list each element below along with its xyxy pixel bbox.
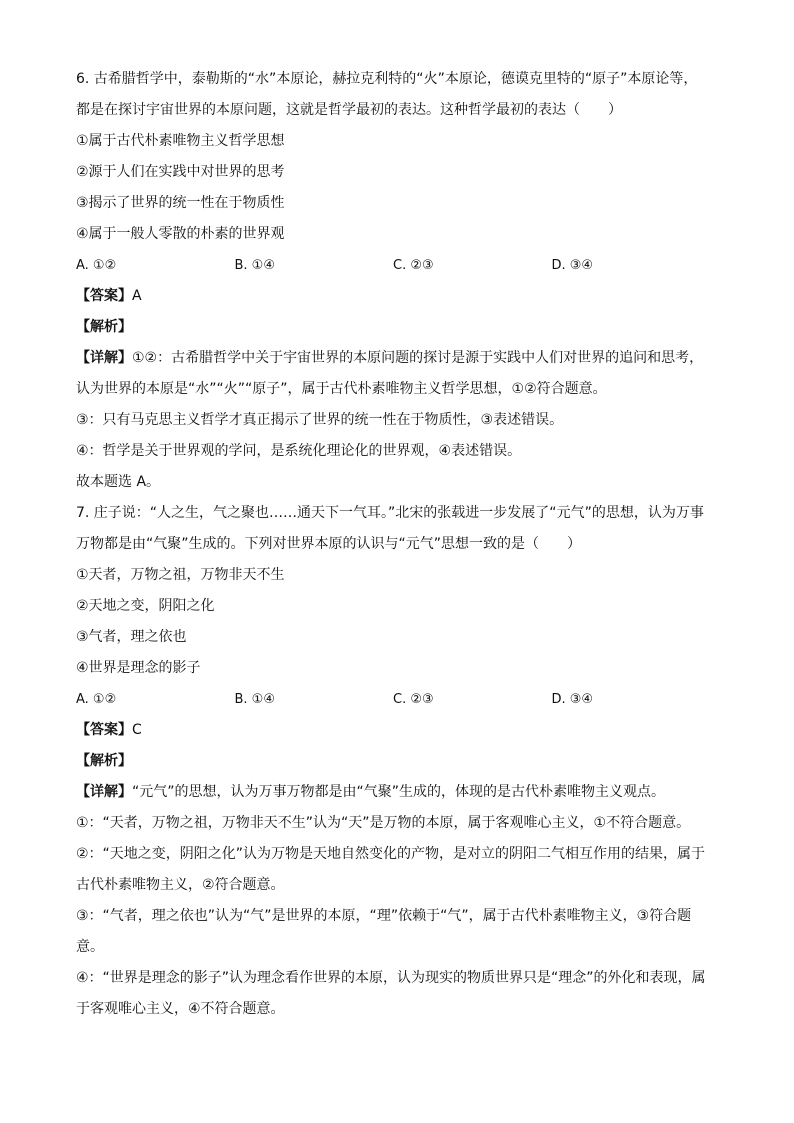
option-a: A. ①②: [76, 692, 117, 707]
statement-item-3: ③揭示了世界的统一性在于物质性: [76, 195, 285, 211]
answer-tag: 【答案】: [76, 722, 132, 738]
detail-tag: 【详解】: [76, 350, 132, 366]
detail-paragraph: ④：“世界是理念的影子”认为理念看作世界的本原，认为现实的物质世界只是“理念”的外化和表现，属于客观唯心主义，④不符合题意。: [76, 970, 706, 1017]
analysis-heading: [76, 746, 710, 777]
statement-item-4: ④属于一般人零散的朴素的世界观: [76, 226, 285, 242]
detail-paragraph: [76, 777, 710, 808]
option-d: D. ③④: [551, 692, 594, 707]
analysis-tag: 【解析】: [76, 753, 132, 769]
answer-options: [76, 250, 710, 281]
option-c: C. ②③: [393, 258, 434, 273]
detail-paragraph: ③：只有马克思主义哲学才真正揭示了世界的统一性在于物质性，③表述错误。: [76, 412, 564, 428]
question-stem: 7. 庄子说：“人之生，气之聚也……通天下一气耳。”北宋的张载进一步发展了“元气”的思想，认为万事万物都是由“气聚”生成的。下列对世界本原的认识与“元气”思想一致的是（ ）: [76, 505, 704, 552]
answer-tag: 【答案】: [76, 288, 132, 304]
statement-item-1: ①属于古代朴素唯物主义哲学思想: [76, 133, 285, 149]
statement-item-2: ②天地之变，阴阳之化: [76, 598, 215, 614]
detail-tag: 【详解】: [76, 784, 132, 800]
answer-value: A: [132, 288, 142, 304]
detail-paragraph: [76, 343, 710, 405]
statement-item-3: ③气者，理之依也: [76, 629, 187, 645]
statement-item-4: ④世界是理念的影子: [76, 660, 201, 676]
statement-item-1: ①天者，万物之祖，万物非天不生: [76, 567, 285, 583]
option-c: C. ②③: [393, 692, 434, 707]
answer-line: [76, 715, 710, 746]
conclusion-line: 故本题选 A。: [76, 474, 161, 490]
option-a: A. ①②: [76, 258, 117, 273]
option-d: D. ③④: [551, 258, 594, 273]
question-6: [76, 64, 710, 498]
option-b: B. ①④: [234, 692, 275, 707]
question-stem: 6. 古希腊哲学中，泰勒斯的“水”本原论，赫拉克利特的“火”本原论，德谟克里特的“原子”本原论等，都是在探讨宇宙世界的本原问题，这就是哲学最初的表达。这种哲学最初的表达（ ）: [76, 71, 698, 118]
analysis-heading: [76, 312, 710, 343]
detail-paragraph: ③：“气者，理之依也”认为“气”是世界的本原，“理”依赖于“气”，属于古代朴素唯物主义，③符合题意。: [76, 908, 692, 955]
detail-paragraph: ①：“天者，万物之祖，万物非天不生”认为“天”是万物的本原，属于客观唯心主义，①不符合题意。: [76, 815, 691, 831]
analysis-tag: 【解析】: [76, 319, 132, 335]
statement-item-2: ②源于人们在实践中对世界的思考: [76, 164, 285, 180]
answer-line: [76, 281, 710, 312]
detail-text: “元气”的思想，认为万事万物都是由“气聚”生成的，体现的是古代朴素唯物主义观点。: [132, 784, 666, 800]
question-7: [76, 498, 710, 1025]
answer-value: C: [132, 722, 142, 738]
detail-paragraph: ④：哲学是关于世界观的学问，是系统化理论化的世界观，④表述错误。: [76, 443, 522, 459]
detail-text: ①②：古希腊哲学中关于宇宙世界的本原问题的探讨是源于实践中人们对世界的追问和思考，认为世界的本原是“水”“火”“原子”，属于古代朴素唯物主义哲学思想，①②符合题意。: [76, 350, 704, 397]
option-b: B. ①④: [234, 258, 275, 273]
detail-paragraph: ②：“天地之变，阴阳之化”认为万物是天地自然变化的产物，是对立的阴阳二气相互作用的结果，属于古代朴素唯物主义，②符合题意。: [76, 846, 706, 893]
answer-options: [76, 684, 710, 715]
